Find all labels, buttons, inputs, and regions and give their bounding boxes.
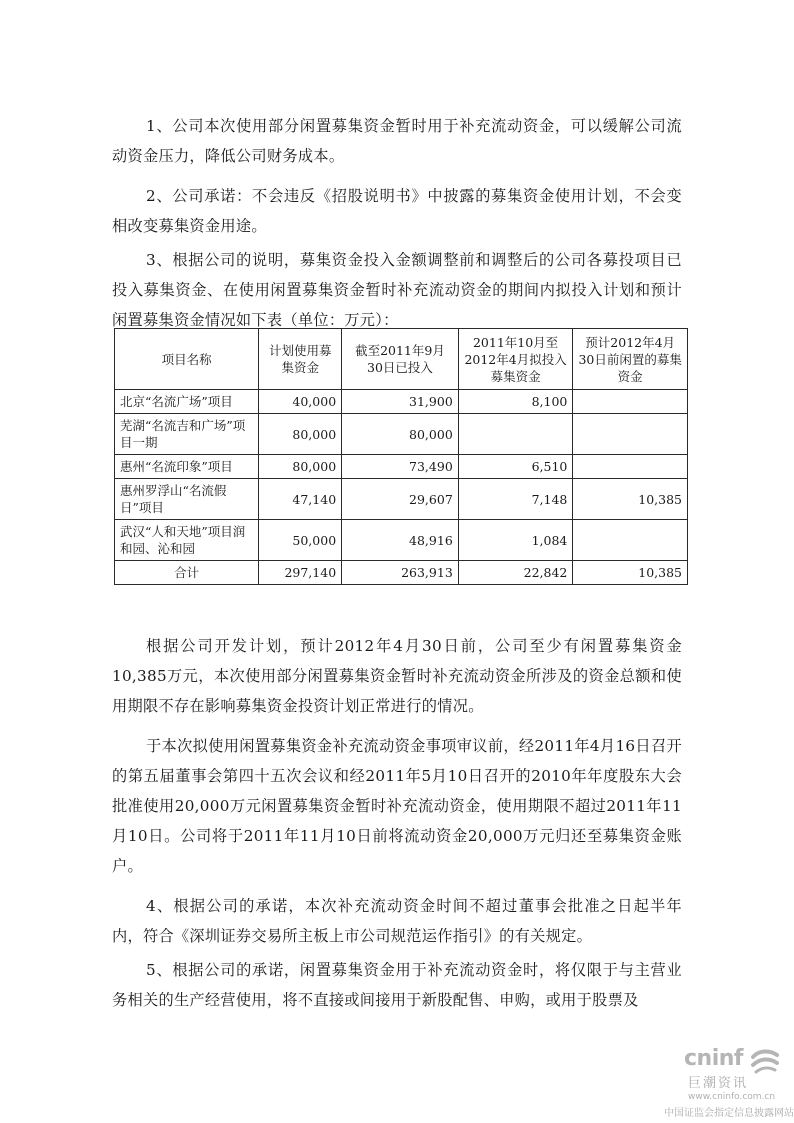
value-cell	[573, 390, 688, 414]
paragraph-4: 根据公司开发计划，预计2012年4月30日前，公司至少有闲置募集资金10,385万元，本次使用部分闲置募集资金暂时补充流动资金所涉及的资金总额和使用期限不存在影响募集资金投资计划正常进行的情况。	[112, 637, 682, 716]
header-planned-funds: 计划使用募集资金	[259, 329, 342, 390]
project-name-cell: 武汉“人和天地”项目润和园、沁和园	[115, 520, 259, 561]
value-cell	[573, 520, 688, 561]
value-cell: 73,490	[342, 455, 459, 479]
table-total-row	[115, 561, 688, 585]
project-name-cell: 芜湖“名流吉和广场”项目一期	[115, 414, 259, 455]
watermark-tagline: 中国证监会指定信息披露网站	[664, 1108, 794, 1119]
total-label-cell: 合计	[115, 561, 259, 585]
paragraph-2: 2、公司承诺：不会违反《招股说明书》中披露的募集资金使用计划，不会变相改变募集资金用途。	[112, 187, 682, 236]
project-name-cell: 惠州罗浮山“名流假日”项目	[115, 479, 259, 520]
paragraph-5: 于本次拟使用闲置募集资金补充流动资金事项审议前，经2011年4月16日召开的第五届董事会第四十五次会议和经2011年5月10日召开的2010年年度股东大会批准使用20,000万元闲置募集资金暂时补充流动资金，使用期限不超过2011年11月10日。公司将于2011年11月10日前将流动资金20,000万元归还至募集资金账户。	[112, 737, 682, 876]
header-invested-to-date: 截至2011年9月30日已投入	[342, 329, 459, 390]
header-idle-funds: 预计2012年4月30日前闲置的募集资金	[573, 329, 688, 390]
watermark-brand: cninf	[684, 1046, 743, 1071]
fund-usage-table	[114, 328, 688, 585]
paragraph-6: 4、根据公司的承诺，本次补充流动资金时间不超过董事会批准之日起半年内，符合《深圳证券交易所主板上市公司规范运作指引》的有关规定。	[112, 897, 682, 946]
total-value-cell: 22,842	[458, 561, 573, 585]
value-cell: 47,140	[259, 479, 342, 520]
value-cell	[458, 414, 573, 455]
table-row	[115, 479, 688, 520]
project-name-cell: 惠州“名流印象”项目	[115, 455, 259, 479]
value-cell: 80,000	[259, 455, 342, 479]
table-row	[115, 455, 688, 479]
value-cell: 80,000	[342, 414, 459, 455]
value-cell	[573, 455, 688, 479]
paragraph-7: 5、根据公司的承诺，闲置募集资金用于补充流动资金时，将仅限于与主营业务相关的生产经营使用，将不直接或间接用于新股配售、申购，或用于股票及	[112, 961, 682, 1010]
watermark-cn-name: 巨潮资讯	[688, 1076, 749, 1091]
total-value-cell: 263,913	[342, 561, 459, 585]
value-cell: 50,000	[259, 520, 342, 561]
value-cell: 8,100	[458, 390, 573, 414]
table-row	[115, 390, 688, 414]
value-cell: 10,385	[573, 479, 688, 520]
total-value-cell: 10,385	[573, 561, 688, 585]
table-row	[115, 520, 688, 561]
value-cell: 6,510	[458, 455, 573, 479]
header-project-name: 项目名称	[115, 329, 259, 390]
cninfo-logo-icon	[750, 1048, 780, 1074]
paragraph-1: 1、公司本次使用部分闲置募集资金暂时用于补充流动资金，可以缓解公司流动资金压力，降低公司财务成本。	[112, 117, 682, 166]
value-cell	[573, 414, 688, 455]
value-cell: 7,148	[458, 479, 573, 520]
header-planned-investment: 2011年10月至2012年4月拟投入募集资金	[458, 329, 573, 390]
value-cell: 31,900	[342, 390, 459, 414]
value-cell: 48,916	[342, 520, 459, 561]
project-name-cell: 北京“名流广场”项目	[115, 390, 259, 414]
table-row	[115, 414, 688, 455]
value-cell: 40,000	[259, 390, 342, 414]
value-cell: 80,000	[259, 414, 342, 455]
watermark-url: www.cninfo.com.cn	[688, 1092, 776, 1102]
value-cell: 1,084	[458, 520, 573, 561]
paragraph-3: 3、根据公司的说明，募集资金投入金额调整前和调整后的公司各募投项目已投入募集资金、在使用闲置募集资金暂时补充流动资金的期间内拟投入计划和预计闲置募集资金情况如下表（单位：万元）：	[112, 251, 682, 330]
total-value-cell: 297,140	[259, 561, 342, 585]
value-cell: 29,607	[342, 479, 459, 520]
cninfo-watermark	[664, 1046, 792, 1118]
table-header-row	[115, 329, 688, 390]
